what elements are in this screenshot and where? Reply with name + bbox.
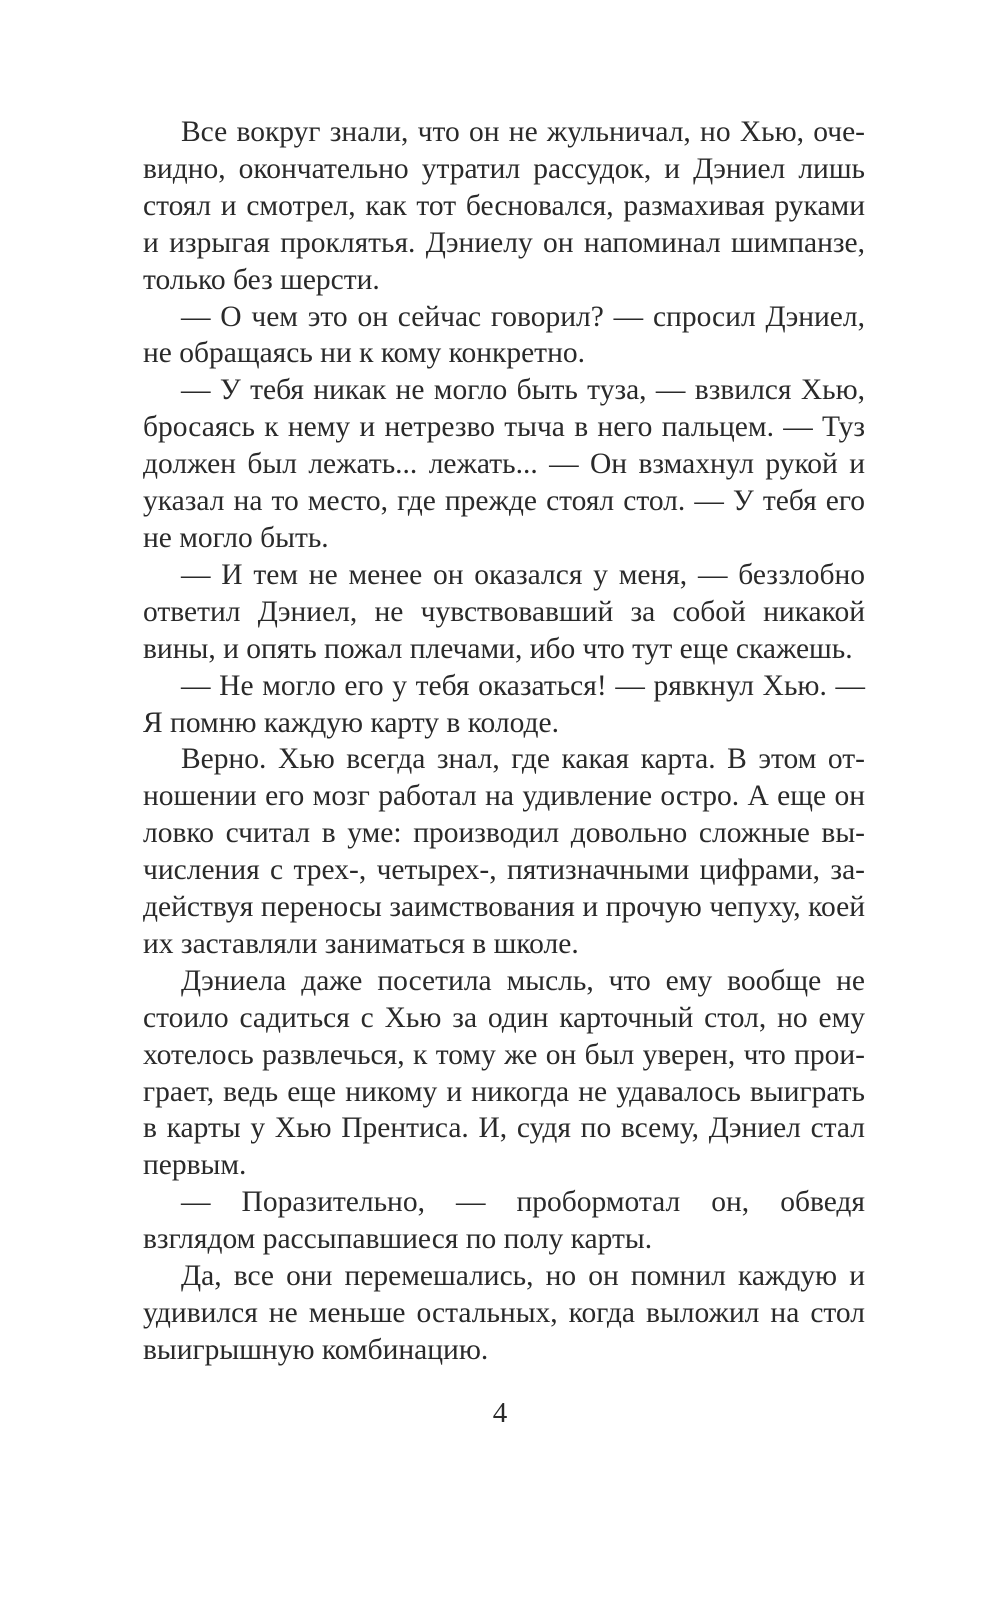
paragraph-9: Да, все они перемешались, но он помнил каждую и удивился не меньше остальных, когда выложил на стол выигрышную комбинацию. [143,1260,865,1366]
paragraph-8: — Поразительно, — пробормотал он, обведя взглядом рассыпавшиеся по полу карты. [143,1186,865,1256]
paragraph-3: — У тебя никак не могло быть туза, — взвился Хью, бросаясь к нему и нетрезво тыча в него пальцем. — Туз должен был лежать... лежать... — Он взмахнул рукой и указал на то место, где прежде стоял стол. — У тебя его не могло быть. [143,374,865,554]
paragraph-4: — И тем не менее он оказался у меня, — беззлобно ответил Дэниел, не чувствовавший за собой никакой вины, и опять пожал плечами, ибо что тут еще скажешь. [143,558,865,665]
paragraph-5: — Не могло его у тебя оказаться! — рявкнул Хью. — Я помню каждую карту в колоде. [143,669,865,739]
paragraph-7: Дэниела даже посетила мысль, что ему вообще не стоило садиться с Хью за один карточный стол, но ему хотелось развлечься, к тому же он был уверен, что проиграет, ведь еще никому и никогда не удавалось выиграть в карты у Хью Прентиса. И, судя по всему, Дэниел стал первым. [143,964,865,1182]
paragraph-2: — О чем это он сейчас говорил? — спросил Дэниел, не обращаясь ни к кому конкретно. [143,300,865,370]
page-number: 4 [492,1397,508,1429]
body-text [143,114,865,1369]
paragraph-6: Верно. Хью всегда знал, где какая карта. В этом отношении его мозг работал на удивление остро. А еще он ловко считал в уме: производил довольно сложные вычисления с трех-, четырех-, пятизначными цифрами, задействуя переносы заимствования и прочую чепуху, коей их заставляли заниматься в школе. [143,743,865,960]
paragraph-1: Все вокруг знали, что он не жульничал, но Хью, очевидно, окончательно утратил рассудок, и Дэниел лишь стоял и смотрел, как тот бесновался, размахивая руками и изрыгая проклятья. Дэниелу он напоминал шимпанзе, только без шерсти. [143,116,865,296]
